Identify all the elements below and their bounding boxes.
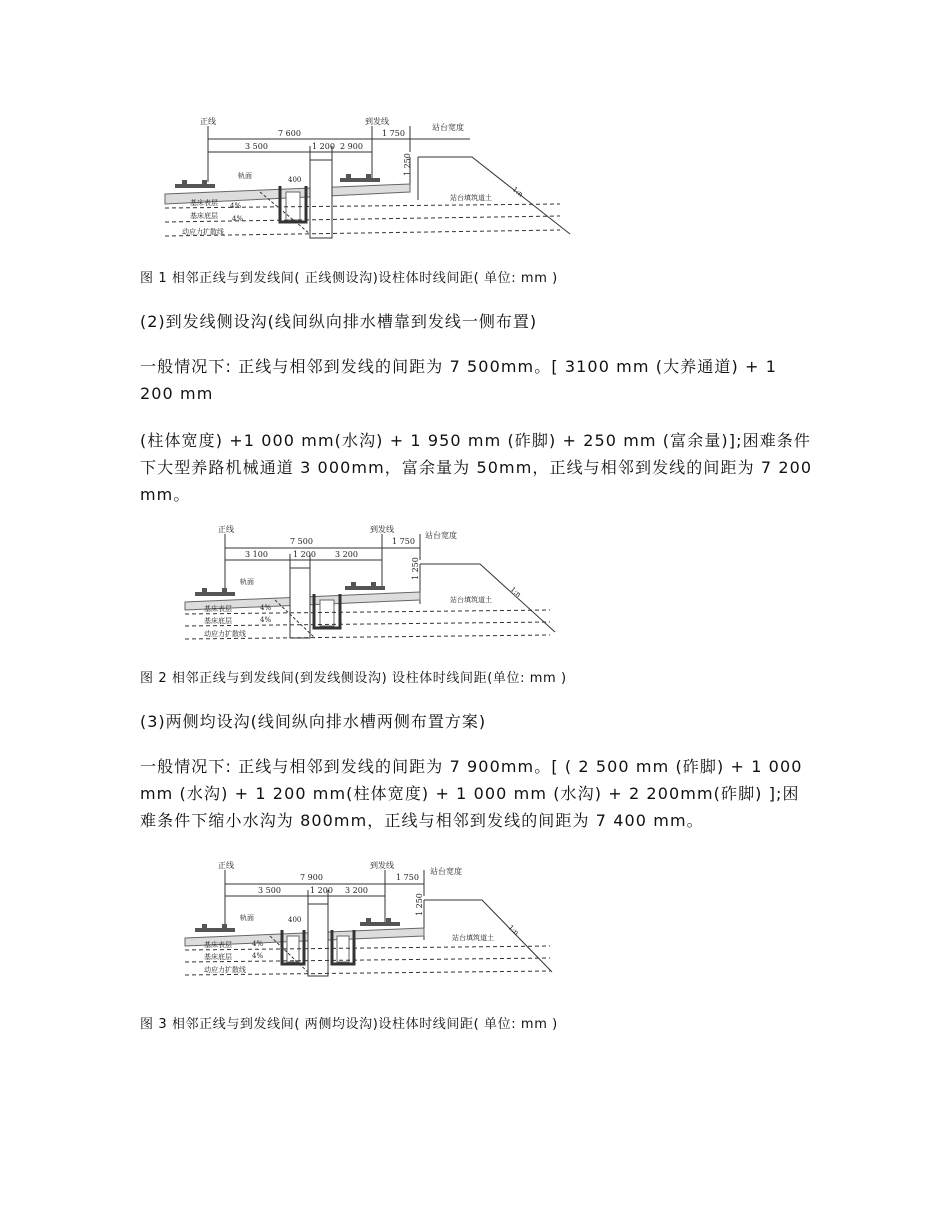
slope-1-label: 4%	[260, 604, 272, 612]
bed-bottom-label: 基床底层	[190, 212, 218, 220]
platform-width-label: 站台宽度	[425, 531, 457, 540]
figure-1-caption: 图 1 相邻正线与到发线间( 正线侧设沟)设柱体时线间距( 单位: mm )	[140, 271, 558, 286]
spacing-left: 3 500	[245, 142, 268, 151]
stress-line-label: 动应力扩散线	[204, 966, 246, 974]
rail-ties-right	[345, 582, 385, 590]
siding-line-label: 到发线	[365, 117, 389, 126]
ditch-width: 400	[288, 916, 302, 924]
grade-label: 1:n	[510, 185, 525, 199]
height-label: 1 250	[415, 893, 424, 916]
main-line-label: 正线	[200, 117, 216, 126]
spacing-right: 3 200	[345, 886, 368, 895]
rail-top-label: 轨面	[238, 172, 252, 180]
spacing-mid: 1 200	[310, 886, 333, 895]
section-3-paragraph-1: 一般情况下: 正线与相邻到发线的间距为 7 900mm。[ ( 2 500 mm (砟脚) + 1 000 mm (水沟) + 1 200 mm(柱体宽度) + 1 000 mm (水沟) + 2 200mm(砟脚) ];困难条件下缩小水沟为 800mm，正线与相邻到发线的间距为 7 400 mm。	[140, 757, 803, 830]
figure-3-diagram	[180, 856, 560, 981]
total-spacing: 7 900	[300, 873, 323, 882]
platform-width-label: 站台宽度	[432, 123, 464, 132]
rail-ties-left	[195, 924, 235, 932]
spacing-mid: 1 200	[293, 550, 316, 559]
rail-top-label: 轨面	[240, 914, 254, 922]
grade-label: 1:n	[506, 923, 521, 938]
main-line-label: 正线	[218, 861, 234, 870]
bed-surface-label: 基床表层	[190, 199, 218, 207]
bed-surface-label: 基床表层	[204, 941, 232, 949]
slope-2-label: 4%	[260, 616, 272, 624]
stress-line-label: 动应力扩散线	[204, 630, 246, 638]
platform-offset: 1 750	[392, 537, 415, 546]
height-label: 1 250	[403, 153, 412, 176]
spacing-right: 2 900	[340, 142, 363, 151]
rail-top-label: 轨面	[240, 578, 254, 586]
rail-ties-right	[360, 918, 400, 926]
rail-ties-left	[175, 180, 215, 188]
main-line-label: 正线	[218, 525, 234, 534]
height-label: 1 250	[411, 557, 420, 580]
section-2-paragraph-1: 一般情况下: 正线与相邻到发线的间距为 7 500mm。[ 3100 mm (大养通道) + 1 200 mm	[140, 357, 777, 403]
figure-1-diagram	[160, 112, 580, 242]
fill-label: 站台填筑道土	[450, 194, 492, 202]
total-spacing: 7 600	[278, 129, 301, 138]
bed-surface-label: 基床表层	[204, 605, 232, 613]
total-spacing: 7 500	[290, 537, 313, 546]
spacing-left: 3 100	[245, 550, 268, 559]
slope-2-label: 4%	[252, 952, 264, 960]
rail-ties-left	[195, 588, 235, 596]
ditch-width: 400	[288, 176, 302, 184]
siding-line-label: 到发线	[370, 861, 394, 870]
slope-1-label: 4%	[252, 940, 264, 948]
slope-2-label: 4%	[232, 215, 244, 223]
section-3-heading: (3)两侧均设沟(线间纵向排水槽两侧布置方案)	[140, 712, 487, 731]
slope-1-label: 4%	[230, 202, 242, 210]
fill-label: 站台填筑道土	[452, 934, 494, 942]
platform-width-label: 站台宽度	[430, 867, 462, 876]
section-2-paragraph-2: (柱体宽度) +1 000 mm(水沟) + 1 950 mm (砟脚) + 250 mm (富余量)];困难条件下大型养路机械通道 3 000mm，富余量为 50mm，正线与相邻到发线的间距为 7 200 mm。	[140, 431, 813, 504]
grade-label: 1:n	[508, 585, 523, 599]
figure-3-caption: 图 3 相邻正线与到发线间( 两侧均设沟)设柱体时线间距( 单位: mm )	[140, 1017, 558, 1032]
spacing-mid: 1 200	[312, 142, 335, 151]
spacing-right: 3 200	[335, 550, 358, 559]
platform-offset: 1 750	[382, 129, 405, 138]
siding-line-label: 到发线	[370, 525, 394, 534]
figure-2-diagram	[180, 520, 560, 645]
platform-offset: 1 750	[396, 873, 419, 882]
stress-line-label: 动应力扩散线	[182, 228, 224, 236]
section-2-heading: (2)到发线侧设沟(线间纵向排水槽靠到发线一侧布置)	[140, 312, 538, 331]
bed-bottom-label: 基床底层	[204, 953, 232, 961]
bed-bottom-label: 基床底层	[204, 617, 232, 625]
fill-label: 站台填筑道土	[450, 596, 492, 604]
rail-ties-right	[340, 174, 380, 182]
spacing-left: 3 500	[258, 886, 281, 895]
figure-2-caption: 图 2 相邻正线与到发线间(到发线侧设沟) 设柱体时线间距(单位: mm )	[140, 671, 567, 686]
